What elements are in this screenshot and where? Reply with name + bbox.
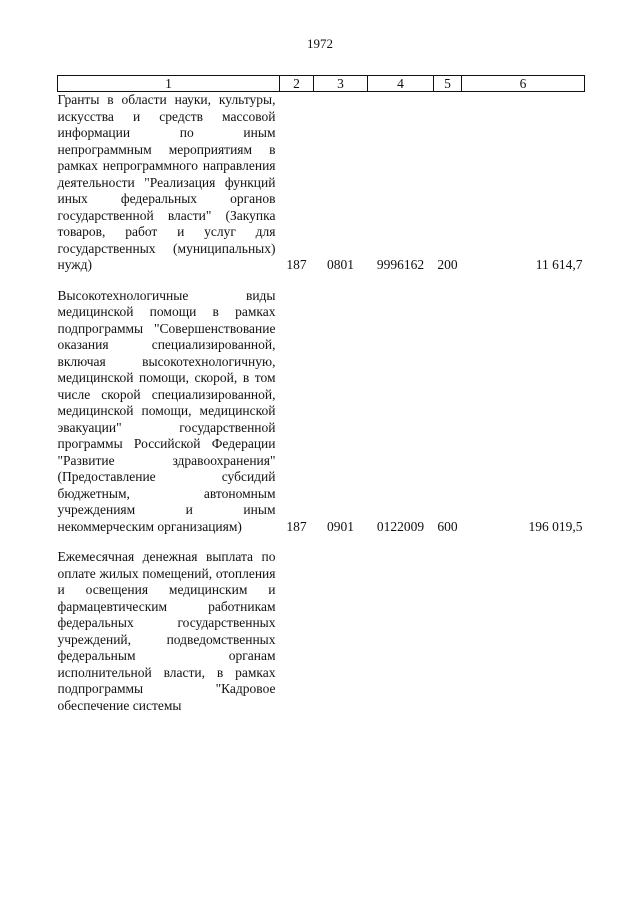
row-expense-type: 200 <box>437 257 458 272</box>
page-number: 1972 <box>307 36 333 51</box>
row-target-code: 0122009 <box>376 518 425 534</box>
row-amount: 196 019,5 <box>528 518 583 534</box>
row-spacer <box>58 274 585 288</box>
row-ministry-code: 187 <box>286 518 307 534</box>
row-section-code: 0801 <box>327 257 354 272</box>
row-target-code: 9996162 <box>376 257 425 272</box>
row-spacer <box>58 535 585 549</box>
row-description: Гранты в области науки, культуры, искусства и средств массовой информации по иным непрограммным мероприятиям в рамках непрограммного направления деятельности "Реализация функций иных федеральных органов государственной власти" (Закупка товаров, работ и услуг для государственных (муниципальных) нужд) <box>57 92 276 272</box>
row-amount: 11 614,7 <box>535 257 583 272</box>
row-ministry-code: 187 <box>286 257 307 272</box>
row-section-code <box>314 549 368 714</box>
column-header-1: 1 <box>58 76 280 92</box>
column-header-4: 4 <box>368 76 434 92</box>
table-header-row <box>58 76 585 92</box>
column-header-5: 5 <box>434 76 462 92</box>
row-description: Ежемесячная денежная выплата по оплате жилых помещений, отопления и освещения медицинским и фармацевтическим работникам федеральных государственных учреждений, подведомственных федеральным органам исполнительной власти, в рамках подпрограммы "Кадровое обеспечение системы <box>57 549 276 713</box>
row-description: Высокотехнологичные виды медицинской помощи в рамках подпрограммы "Совершенствование оказания специализированной, включая высокотехнологичную, медицинской помощи, скорой, в том числе скорой специализированной, медицинской помощи, медицинской эвакуации" государственной программы Российской Федерации "Развитие здравоохранения" (Предоставление субсидий бюджетным, автономным учреждениям и иным некоммерческим организациям) <box>57 287 276 534</box>
table-row <box>58 288 585 536</box>
row-expense-type: 600 <box>437 518 458 534</box>
table-row <box>58 92 585 274</box>
row-target-code <box>368 549 434 714</box>
row-amount <box>462 549 585 714</box>
budget-table <box>57 75 585 714</box>
row-ministry-code <box>280 549 314 714</box>
column-header-3: 3 <box>314 76 368 92</box>
row-expense-type <box>434 549 462 714</box>
table-row <box>58 549 585 714</box>
column-header-2: 2 <box>280 76 314 92</box>
column-header-6: 6 <box>462 76 585 92</box>
row-section-code: 0901 <box>327 518 354 534</box>
